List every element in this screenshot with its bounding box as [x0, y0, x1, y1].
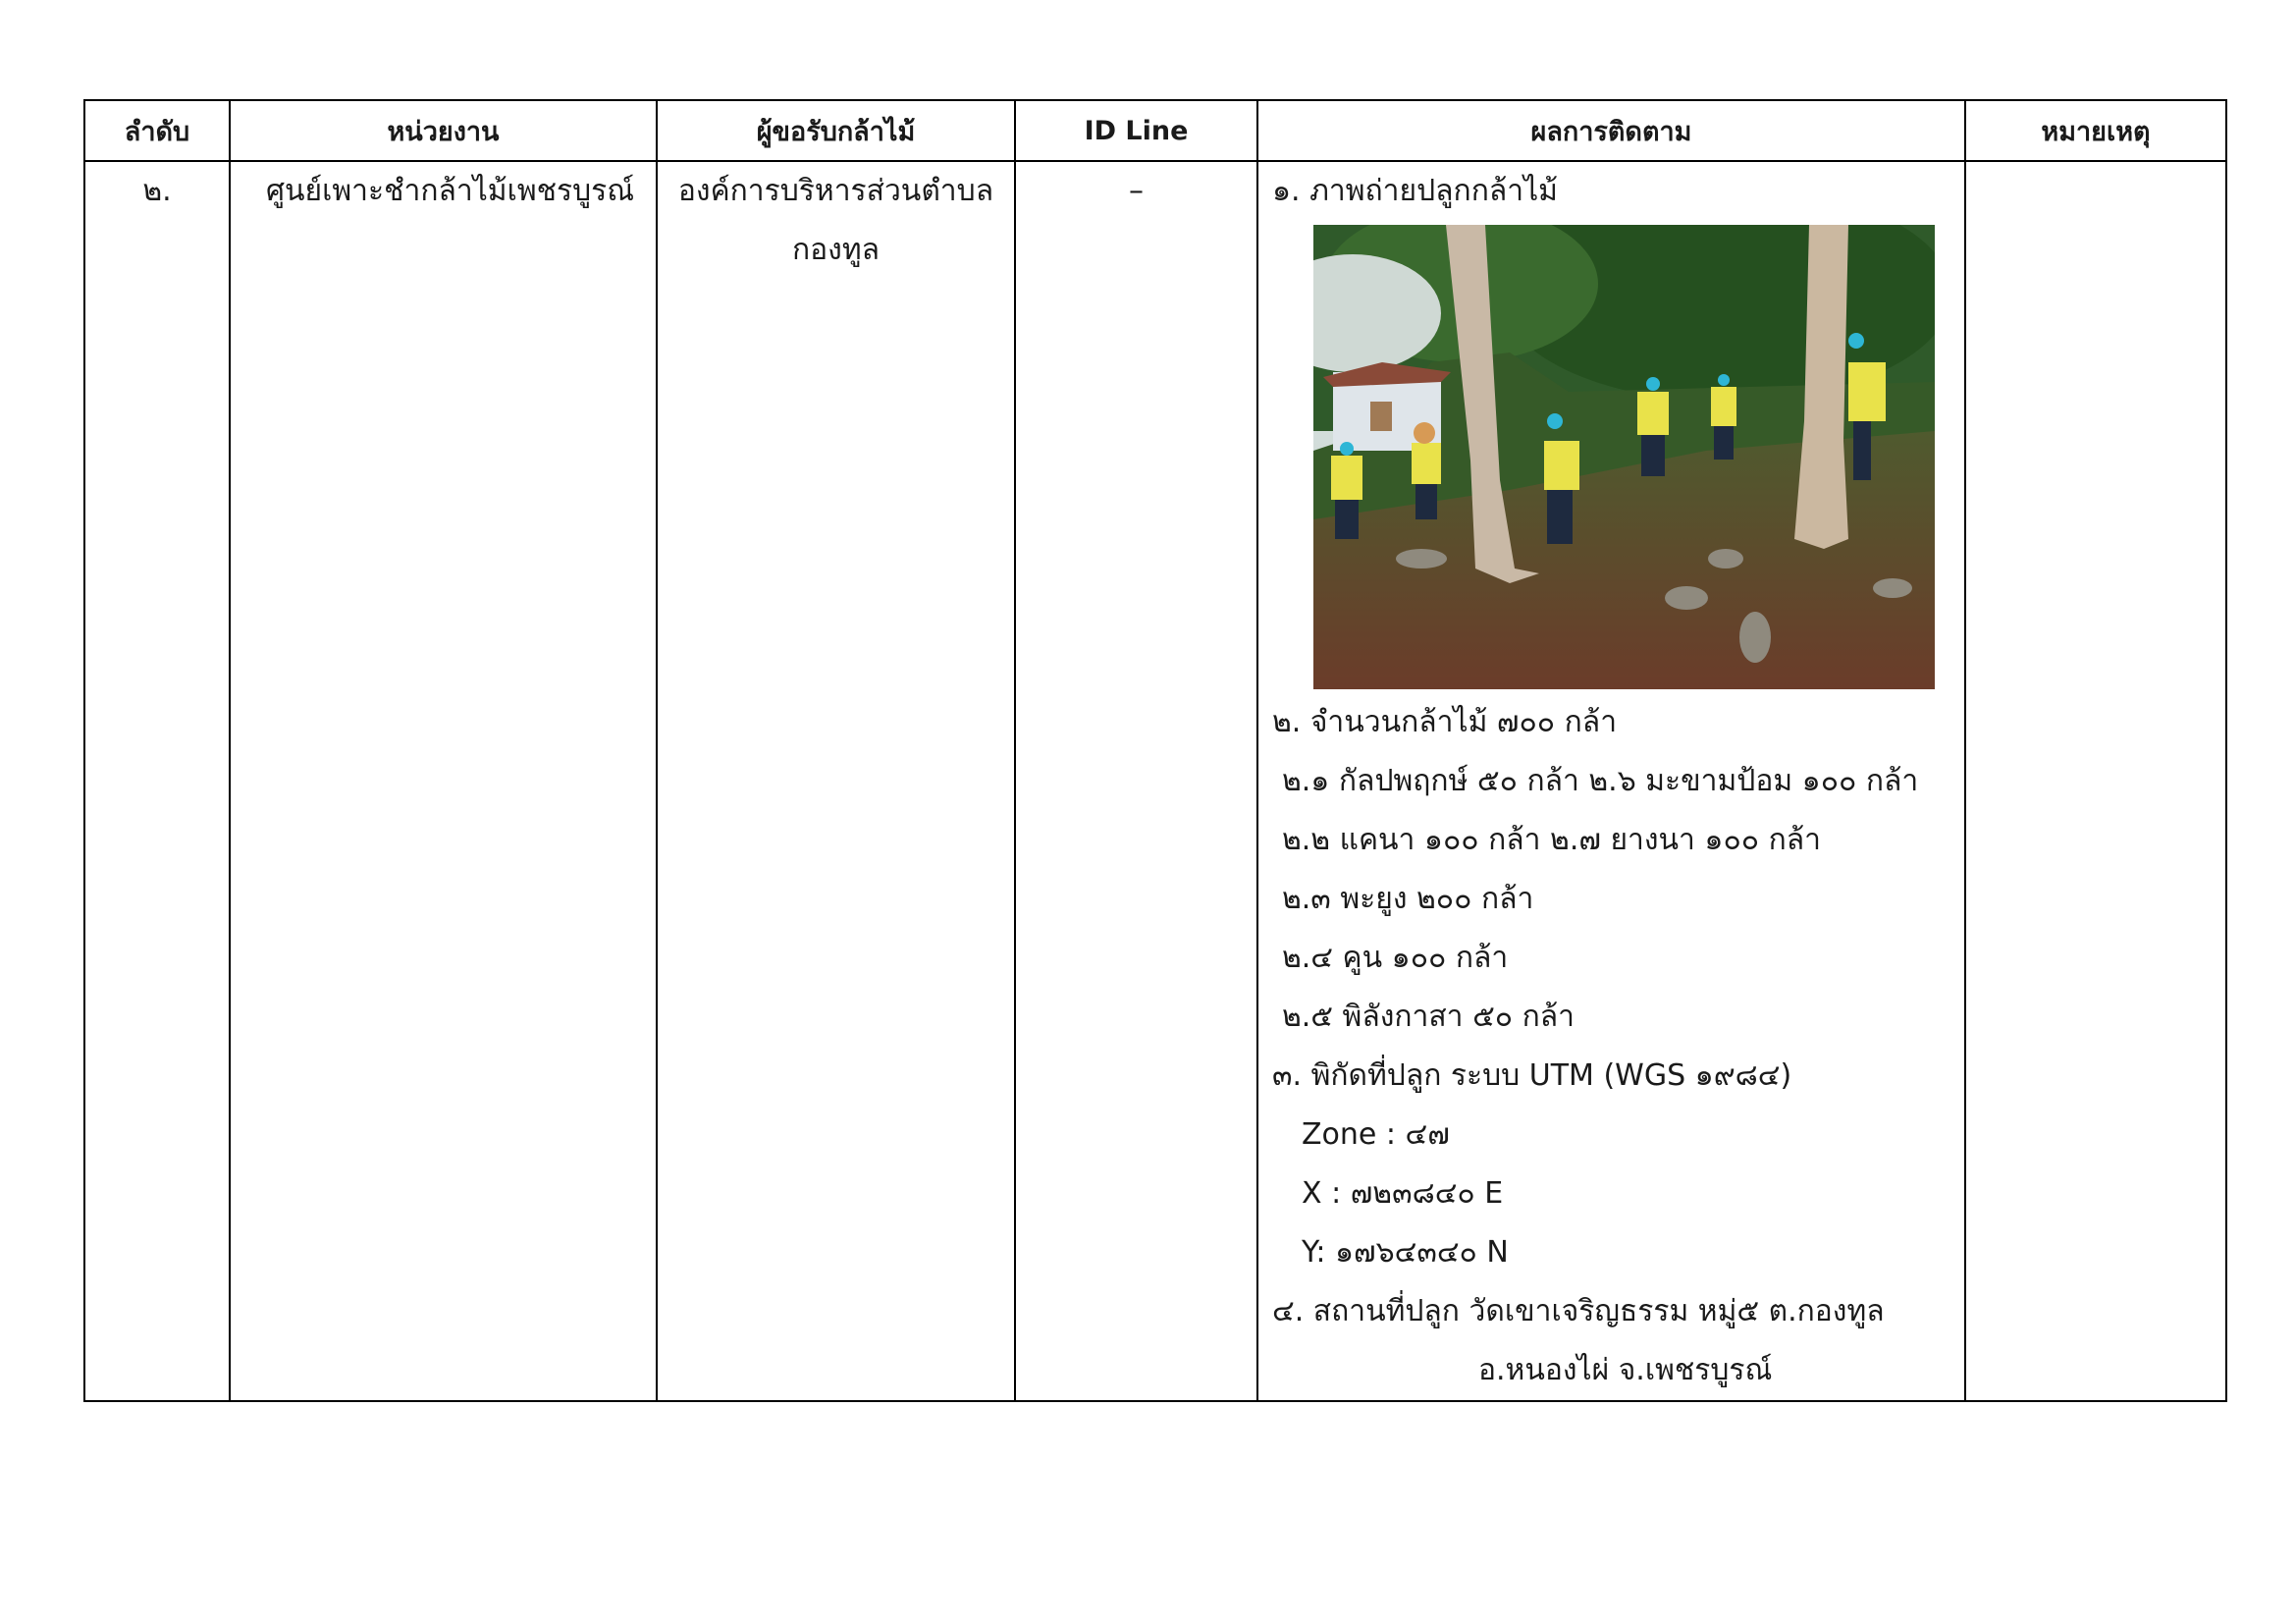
agency-name: ศูนย์เพาะชำกล้าไม้เพชรบูรณ์ [266, 174, 635, 208]
utm-y: Y: ๑๗๖๔๓๔๐ N [1302, 1235, 1509, 1270]
header-remark: หมายเหตุ [1965, 100, 2226, 161]
id-line-value: – [1129, 174, 1144, 208]
header-id-line: ID Line [1015, 100, 1257, 161]
requester-line-2: กองทูล [792, 233, 880, 267]
species-line-1: ๒.๑ กัลปพฤกษ์ ๕๐ กล้า ๒.๖ มะขามป้อม ๑๐๐ กล้า [1282, 764, 1919, 798]
tree-planting-photo [1313, 225, 1935, 689]
follow-up-table [83, 99, 2227, 1402]
header-agency: หน่วยงาน [230, 100, 657, 161]
species-line-3: ๒.๓ พะยูง ๒๐๐ กล้า [1282, 882, 1534, 916]
order-cell [84, 161, 230, 1401]
requester-cell [657, 161, 1015, 1401]
species-line-2: ๒.๒ แคนา ๑๐๐ กล้า ๒.๗ ยางนา ๑๐๐ กล้า [1282, 823, 1822, 857]
id-line-cell [1015, 161, 1257, 1401]
header-order: ลำดับ [84, 100, 230, 161]
agency-cell [230, 161, 657, 1401]
results-cell [1257, 161, 1965, 1401]
photo-caption: ๑. ภาพถ่ายปลูกกล้าไม้ [1272, 174, 1558, 208]
table-row [84, 161, 2226, 1401]
coordinate-title: ๓. พิกัดที่ปลูก ระบบ UTM (WGS ๑๙๘๔) [1272, 1058, 1792, 1093]
species-line-4: ๒.๔ คูน ๑๐๐ กล้า [1282, 941, 1509, 975]
header-requester: ผู้ขอรับกล้าไม้ [657, 100, 1015, 161]
location-line-2: อ.หนองไผ่ จ.เพชรบูรณ์ [1478, 1353, 1773, 1387]
order-number: ๒. [142, 174, 172, 208]
utm-x: X : ๗๒๓๘๔๐ E [1302, 1176, 1504, 1211]
header-results: ผลการติดตาม [1257, 100, 1965, 161]
requester-line-1: องค์การบริหารส่วนตำบล [677, 174, 994, 208]
location-line-1: ๔. สถานที่ปลูก วัดเขาเจริญธรรม หมู่๕ ต.กองทูล [1272, 1294, 1885, 1328]
table-header-row [84, 100, 2226, 161]
utm-zone: Zone : ๔๗ [1302, 1117, 1450, 1152]
remark-cell [1965, 161, 2226, 1401]
seedling-count: ๒. จำนวนกล้าไม้ ๗๐๐ กล้า [1272, 705, 1618, 739]
species-line-5: ๒.๕ พิลังกาสา ๕๐ กล้า [1282, 1000, 1575, 1034]
